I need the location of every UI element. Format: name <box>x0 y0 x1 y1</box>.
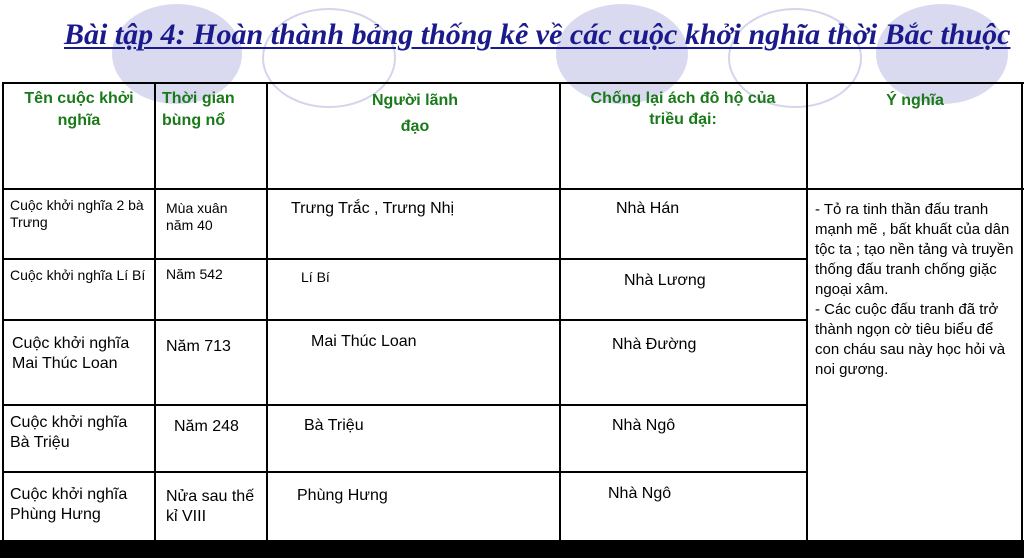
row-divider <box>2 404 806 406</box>
header-meaning: Ý nghĩa <box>886 92 944 109</box>
row-divider <box>2 258 806 260</box>
meaning-text: - Tỏ ra tinh thần đấu tranh mạnh mẽ , bất khuất của dân tộc ta ; tạo nền tảng và truyền thống đấu tranh chống giặc ngoại xâm. - Các cuộc đấu tranh đã trở thành ngọn cờ tiêu biểu để con cháu sau này học hỏi và noi gương. <box>815 201 1014 378</box>
row-4-time: Năm 248 <box>174 418 239 435</box>
row-5-time: Nửa sau thế kỉ VIII <box>166 488 255 525</box>
row-4-against: Nhà Ngô <box>612 417 676 434</box>
row-2-time: Năm 542 <box>166 266 223 282</box>
row-divider <box>2 471 806 473</box>
row-5-leader: Phùng Hưng <box>297 487 388 504</box>
row-2-leader: Lí Bí <box>301 269 330 285</box>
header-against: Chống lại ách đô hộ của triều đại: <box>590 90 776 128</box>
col-divider <box>266 82 268 542</box>
row-5-name: Cuộc khởi nghĩa Phùng Hưng <box>10 486 128 523</box>
row-1-time: Mùa xuân năm 40 <box>166 200 228 233</box>
row-2-against: Nhà Lương <box>624 272 706 289</box>
page-title: Bài tập 4: Hoàn thành bảng thống kê về các cuộc khởi nghĩa thời Bắc thuộc <box>64 18 1011 51</box>
row-1-leader: Trưng Trắc , Trưng Nhị <box>291 200 455 217</box>
row-2-name: Cuộc khởi nghĩa Lí Bí <box>10 267 146 283</box>
row-3-against: Nhà Đường <box>612 336 697 353</box>
table-border-left <box>2 82 4 542</box>
row-4-name: Cuộc khởi nghĩa Bà Triệu <box>10 414 128 451</box>
header-leader: Người lãnh đạo <box>371 92 459 135</box>
row-4-leader: Bà Triệu <box>304 417 364 434</box>
header-time: Thời gian bùng nổ <box>162 90 235 129</box>
header-name: Tên cuộc khởi nghĩa <box>24 90 134 129</box>
row-3-time: Năm 713 <box>166 338 231 355</box>
bottom-bar <box>0 540 1024 558</box>
col-divider <box>154 82 156 542</box>
table-border-right <box>1021 82 1023 542</box>
row-3-name: Cuộc khởi nghĩa Mai Thúc Loan <box>12 335 130 372</box>
row-1-name: Cuộc khởi nghĩa 2 bà Trưng <box>10 197 144 230</box>
row-divider <box>2 319 806 321</box>
row-3-leader: Mai Thúc Loan <box>311 333 417 350</box>
row-1-against: Nhà Hán <box>616 200 680 217</box>
col-divider <box>559 82 561 542</box>
row-5-against: Nhà Ngô <box>608 485 672 502</box>
col-divider <box>806 82 808 542</box>
